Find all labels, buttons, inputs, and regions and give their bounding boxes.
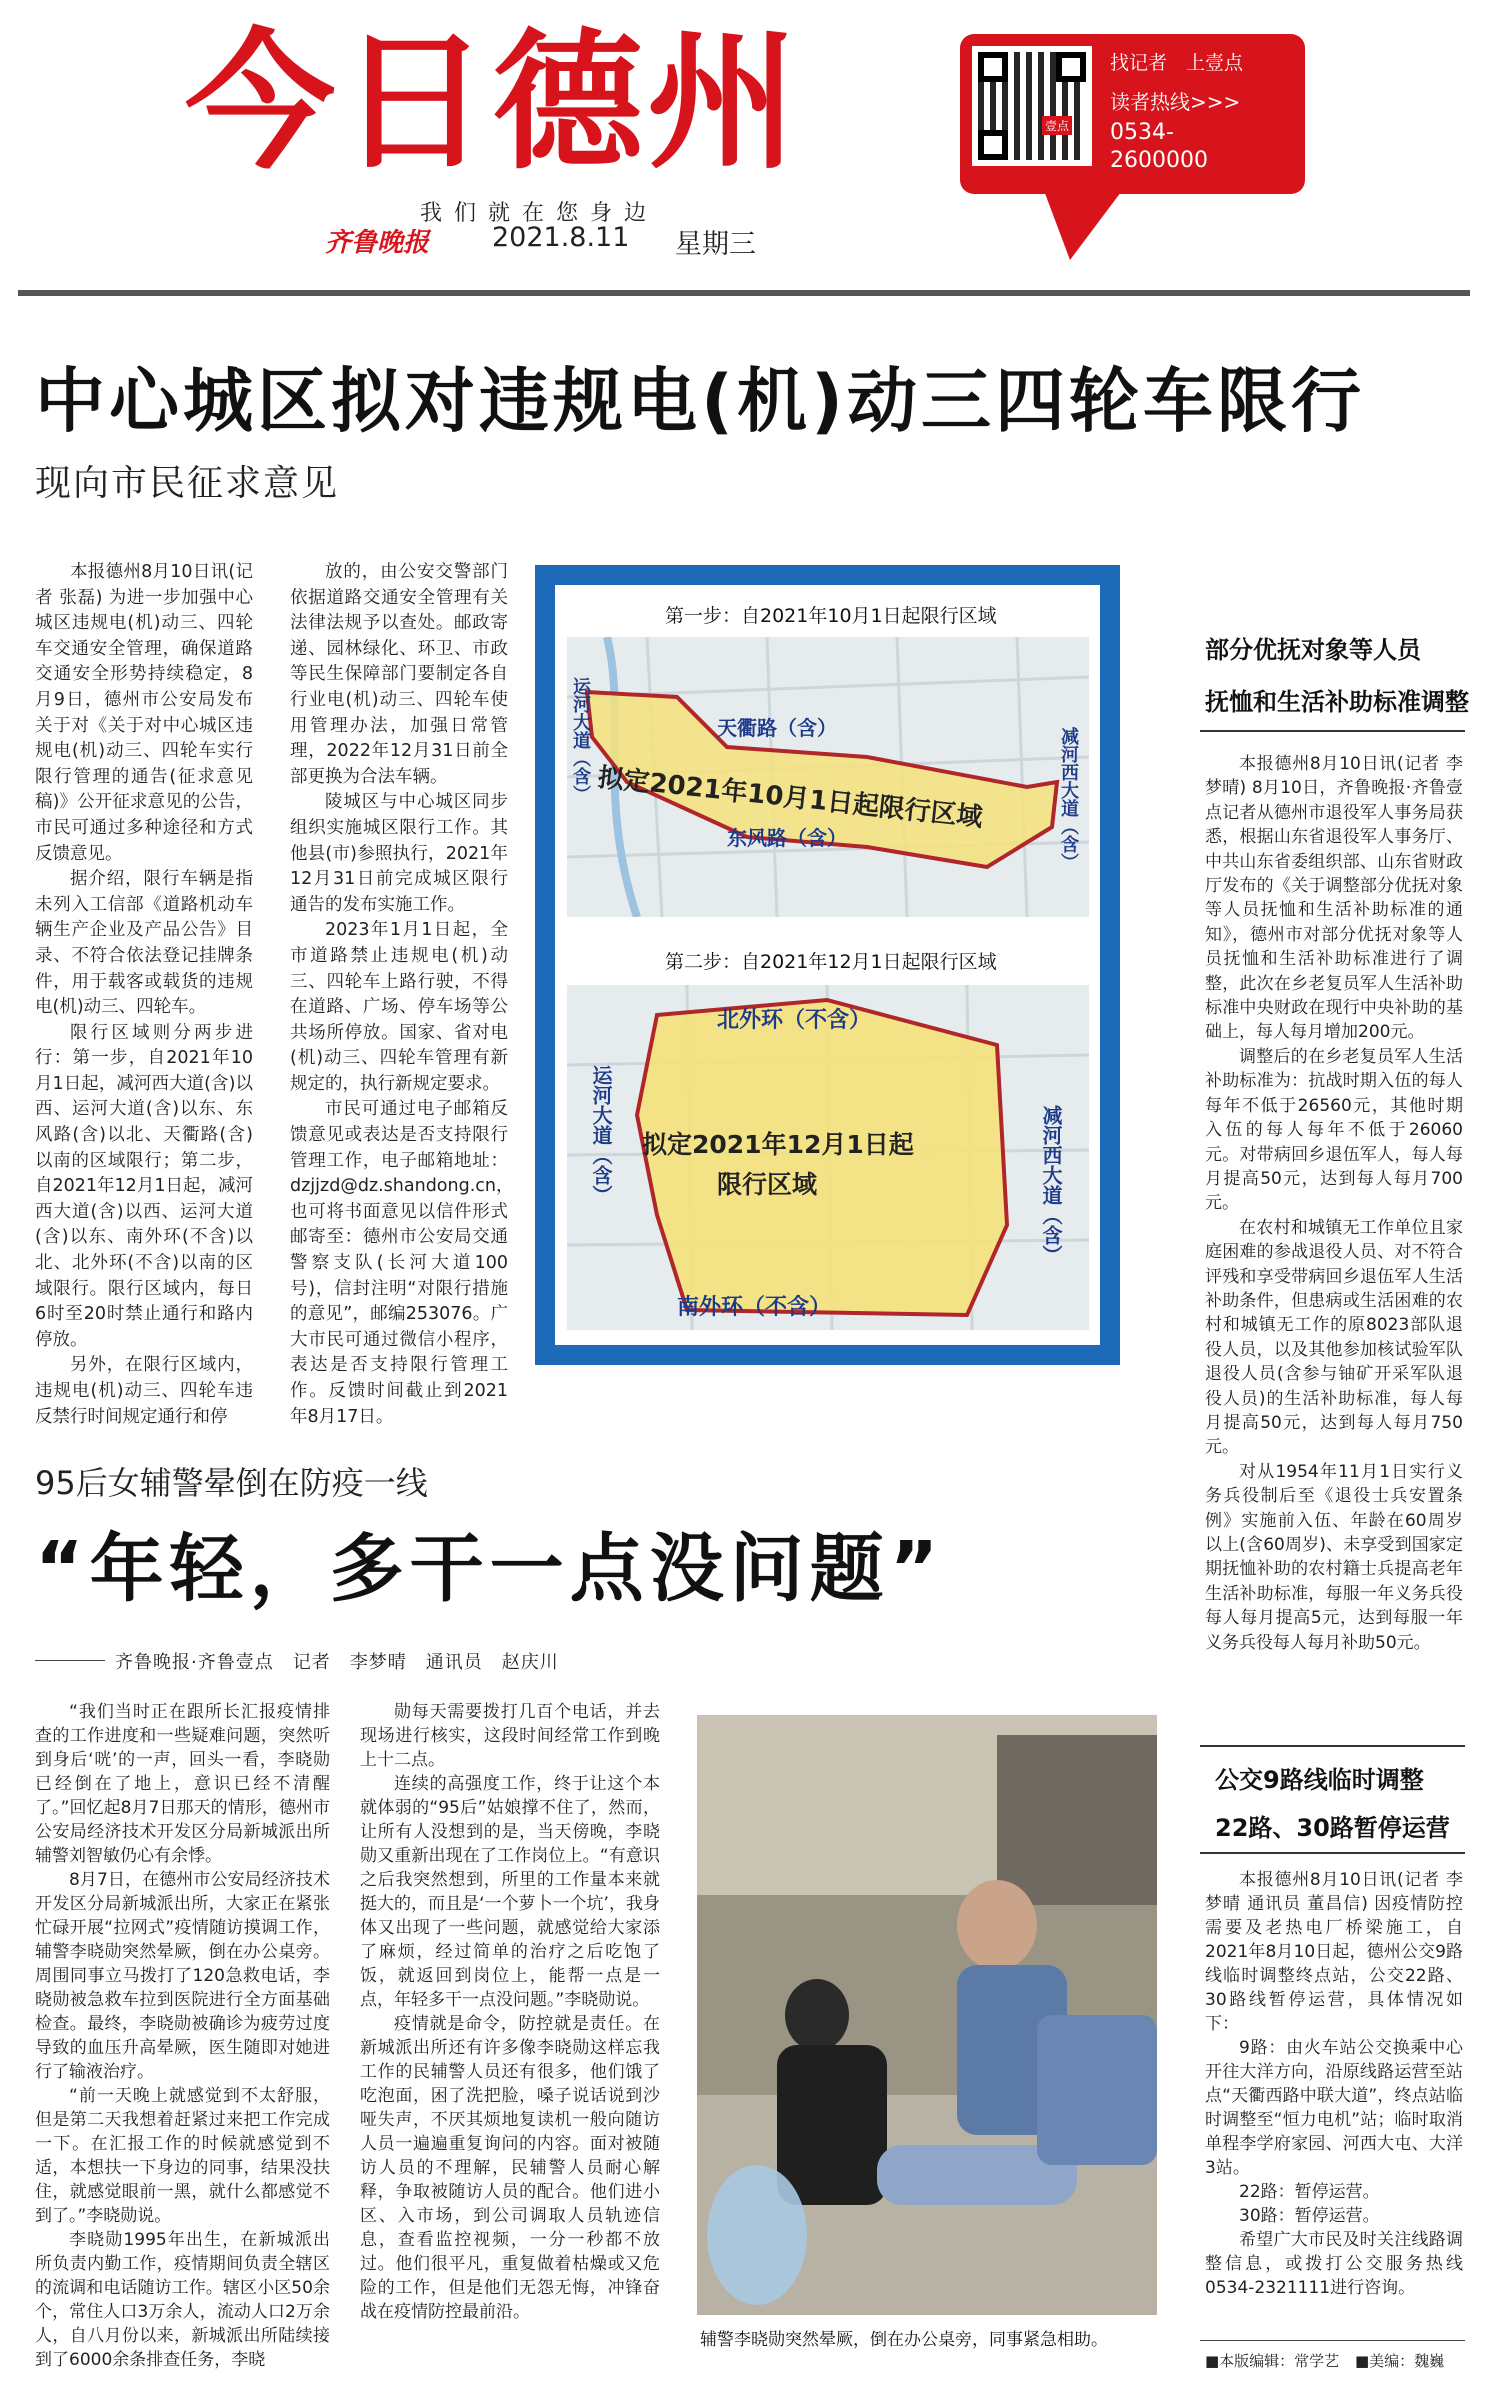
map1-road-jianhe: 减河西大道（含） [1058, 727, 1079, 871]
map2-road-jianhe: 减河西大道（含） [1039, 1105, 1063, 1265]
right2-rule-top [1200, 1745, 1465, 1747]
right1-p2: 调整后的在乡老复员军人生活补助标准为：抗战时期入伍的每人每年不低于26560元，其他时期入伍的每人每年不低于26060元。对带病回乡退伍军人，每人每月提高50元，达到每人每月700元。 [1205, 1046, 1463, 1214]
map2-zone-label-1: 拟定2021年12月1日起 [642, 1130, 914, 1159]
paper-name: 齐鲁晚报 [325, 228, 430, 258]
hotline-top: 找记者 上壹点 [1110, 52, 1244, 74]
right1-p1: 本报德州8月10日讯(记者 李梦晴) 8月10日，齐鲁晚报·齐鲁壹点记者从德州市退役军人事务局获悉，根据山东省退役军人事务厅、中共山东省委组织部、山东省财政厅发布的《关于调整部分优抚对象等人员抚恤和生活补助标准的通知》，德州市对部分优抚对象等人员抚恤和生活补助标准进行了调整，此次在乡老复员军人生活补助标准中央财政在现行中央补助的基础上，每人每月增加200元。 [1205, 754, 1463, 1043]
right2-body [1205, 1868, 1463, 2300]
map2-road-beiwai: 北外环（不含） [717, 1008, 872, 1033]
story1-col1-p2: 据介绍，限行车辆是指未列入工信部《道路机动车辆生产企业及产品公告》目录、不符合依法登记挂牌条件，用于载客或载货的违规电(机)动三、四轮车。 [35, 869, 253, 1018]
lead-subhead: 现向市民征求意见 [35, 463, 340, 504]
reader-hotline-box [960, 34, 1305, 194]
restriction-map-box [535, 565, 1120, 1365]
right1-body [1205, 752, 1463, 1655]
story2-col2-p3: 疫情就是命令，防控就是责任。在新城派出所还有许多像李晓勋这样忘我工作的民辅警人员还有很多，他们饿了吃泡面，困了洗把脸，嗓子说话说到沙哑失声，不厌其烦地复读机一般向随访人员一遍遍重复询问的内容。面对被随访人员的不理解，民辅警人员耐心解释，争取被随访人员的配合。他们进小区、入市场，到公司调取人员轨迹信息，查看监控视频，一分一秒都不放过。他们很平凡，重复做着枯燥或又危险的工作，但是他们无怨无悔，冲锋奋战在疫情防控最前沿。 [360, 2014, 660, 2322]
news-photo [697, 1715, 1157, 2315]
story1-col2-p4: 市民可通过电子邮箱反馈意见或表达是否支持限行管理工作，电子邮箱地址：dzjjzd@dz.shandong.cn，也可将书面意见以信件形式邮寄至：德州市公安局交通警察支队(长河大道100号)，信封注明“对限行措施的意见”，邮编253076。广大市民可通过微信小程序，表达是否支持限行管理工作。反馈时间截止到2021年8月17日。 [290, 1099, 514, 1427]
right2-p1: 本报德州8月10日讯(记者 李梦晴 通讯员 董昌信) 因疫情防控需要及老热电厂桥梁施工，自2021年8月10日起，德州公交9路线临时调整终点站，公交22路、30路线暂停运营，具体情况如下： [1205, 1870, 1463, 2034]
right1-title-1: 部分优抚对象等人员 [1205, 636, 1421, 664]
story2-column-1 [35, 1700, 330, 2372]
right2-p3: 22路：暂停运营。 [1239, 2182, 1380, 2202]
lead-headline: 中心城区拟对违规电(机)动三四轮车限行 [35, 360, 1365, 442]
story2-col2-p2: 连续的高强度工作，终于让这个本就体弱的“95后”姑娘撑不住了，然而，让所有人没想到的是，当天傍晚，李晓勋又重新出现在了工作岗位上。“有意识之后我突然想到，所里的工作量本来就挺大的，而且是‘一个萝卜一个坑’，我身体又出现了一些问题，就感觉给大家添了麻烦，经过简单的治疗之后吃饱了饭，就返回到岗位上，能帮一点是一点，年轻多干一点没问题。”李晓勋说。 [360, 1774, 660, 2010]
newspaper-logo: 今日德州 [185, 16, 802, 190]
map2-zone-label-2: 限行区域 [717, 1170, 818, 1199]
issue-weekday: 星期三 [675, 229, 756, 260]
story1-col2-p1: 放的，由公安交警部门依据道路交通安全管理有关法律法规予以查处。邮政寄递、园林绿化、环卫、市政等民生保障部门要制定各自行业电(机)动三、四轮车使用管理办法，加强日常管理，2022年12月31日前全部更换为合法车辆。 [290, 562, 508, 787]
masthead-rule [18, 290, 1470, 296]
map-step2 [567, 985, 1089, 1330]
masthead [0, 0, 1488, 300]
map-caption-step1: 第一步：自2021年10月1日起限行区域 [665, 605, 997, 627]
right2-rule [1200, 1852, 1465, 1854]
story1-col1-p4: 另外，在限行区域内，违规电(机)动三、四轮车违反禁行时间规定通行和停 [35, 1355, 253, 1427]
right1-p3: 在农村和城镇无工作单位且家庭困难的参战退役人员、对不符合评残和享受带病回乡退伍军人生活补助条件，但患病或生活困难的农村和城镇无工作的原8023部队退役人员，以及其他参加核试验军队退役人员(含参与铀矿开采军队退役人员)的生活补助标准，每人每月提高50元，达到每人每月750元。 [1205, 1217, 1463, 1458]
hotline-number-2: 2600000 [1110, 148, 1208, 173]
right2-p5: 希望广大市民及时关注线路调整信息，或拨打公交服务热线0534-2321111进行咨询。 [1205, 2230, 1463, 2298]
map-caption-step2: 第二步：自2021年12月1日起限行区域 [665, 951, 997, 973]
story1-col2-p2: 陵城区与中心城区同步组织实施城区限行工作。其他县(市)参照执行，2021年12月31日前完成城区限行通告的发布实施工作。 [290, 792, 508, 915]
photo-caption: 辅警李晓勋突然晕厥，倒在办公桌旁，同事紧急相助。 [700, 2330, 1108, 2350]
right2-p4: 30路：暂停运营。 [1239, 2206, 1380, 2226]
story2-column-2 [360, 1700, 660, 2324]
map2-road-yunhe: 运河大道（含） [589, 1065, 613, 1205]
slogan: 我们就在您身边 [420, 201, 659, 226]
story2-col1-p2: 8月7日，在德州市公安局经济技术开发区分局新城派出所，大家正在紧张忙碌开展“拉网式”疫情随访摸调工作，辅警李晓勋突然晕厥，倒在办公桌旁。周围同事立马拨打了120急救电话，李晓勋被急救车拉到医院进行全方面基础检查。最终，李晓勋被确诊为疲劳过度导致的血压升高晕厥，医生随即对她进行了输液治疗。 [35, 1870, 330, 2082]
hotline-number-1: 0534- [1110, 120, 1174, 145]
map2-road-nanwai: 南外环（不含） [677, 1295, 832, 1320]
office-rescue-photo [697, 1715, 1157, 2315]
map1-road-dongfeng: 东风路（含） [727, 826, 847, 850]
story1-col1-p1: 本报德州8月10日讯(记者 张磊) 为进一步加强中心城区违规电(机)动三、四轮车交通安全管理，确保道路交通安全形势持续稳定，8月9日，德州市公安局发布关于对《关于对中心城区违规电(机)动三、四轮车实行限行管理的通告(征求意见稿)》公开征求意见的公告，市民可通过多种途径和方式反馈意见。 [35, 562, 253, 864]
footer-editor: ■本版编辑：常学艺 [1205, 2352, 1340, 2370]
qr-badge: 壹点 [1042, 116, 1072, 135]
right1-rule [1200, 730, 1465, 732]
issue-date: 2021.8.11 [492, 222, 630, 253]
qr-code-icon[interactable] [972, 46, 1092, 166]
right1-title-2: 抚恤和生活补助标准调整 [1205, 688, 1469, 716]
right2-p2: 9路：由火车站公交换乘中心开往大洋方向，沿原线路运营至站点“天衢西路中联大道”，终点站临时调整至“恒力电机”站；临时取消单程李学府家园、河西大屯、大洋3站。 [1205, 2038, 1463, 2178]
story2-col1-p4: 李晓勋1995年出生，在新城派出所负责内勤工作，疫情期间负责全辖区的流调和电话随访工作。辖区小区50余个，常住人口3万余人，流动人口2万余人，自八月份以来，新城派出所陆续接到了6000余条排查任务，李晓 [35, 2230, 330, 2370]
story2-col2-p1: 勋每天需要拨打几百个电话，并去现场进行核实，这段时间经常工作到晚上十二点。 [360, 1702, 660, 1770]
footer-designer: ■美编：魏巍 [1355, 2352, 1445, 2370]
footer-rule [1200, 2340, 1465, 2341]
hotline-label: 读者热线>>> [1110, 90, 1241, 114]
story2-col1-p1: “我们当时正在跟所长汇报疫情排查的工作进度和一些疑难问题，突然听到身后‘咣’的一声，回头一看，李晓勋已经倒在了地上，意识已经不清醒了。”回忆起8月7日那天的情形，德州市公安局经济技术开发区分局新城派出所辅警刘智敏仍心有余悸。 [35, 1702, 330, 1866]
story2-byline-rule-left [35, 1660, 105, 1661]
right1-p4: 对从1954年11月1日实行义务兵役制后至《退役士兵安置条例》实施前入伍、年龄在60周岁以上(含60周岁)、未享受到国家定期抚恤补助的农村籍士兵提高老年生活补助标准，每服一年义务兵役每人每月提高5元，达到每服一年义务兵役每人每月补助50元。 [1205, 1461, 1463, 1653]
story2-byline: 齐鲁晚报·齐鲁壹点 记者 李梦晴 通讯员 赵庆川 [115, 1652, 559, 1673]
story2-headline: “年轻，多干一点没问题” [35, 1526, 945, 1612]
story1-col1-p3: 限行区域则分两步进行：第一步，自2021年10月1日起，减河西大道(含)以西、运河大道(含)以东、东风路(含)以北、天衢路(含)以南的区域限行；第二步，自2021年12月1日起，减河西大道(含)以西、运河大道(含)以东、南外环(不含)以北、北外环(不含)以南的区域限行。限行区域内，每日6时至20时禁止通行和路内停放。 [35, 1022, 253, 1350]
story1-col2-p3: 2023年1月1日起，全市道路禁止违规电(机)动三、四轮车上路行驶，不得在道路、广场、停车场等公共场所停放。国家、省对电(机)动三、四轮车管理有新规定的，执行新规定要求。 [290, 920, 508, 1094]
map1-road-yunhe: 运河大道（含） [570, 677, 591, 803]
right2-title-1: 公交9路线临时调整 [1215, 1766, 1424, 1794]
story1-column-2 [290, 560, 514, 1430]
map-step1 [567, 637, 1089, 917]
map1-road-tianqu: 天衢路（含） [717, 716, 837, 740]
story1-column-1 [35, 560, 253, 1430]
map1-zone-label: 拟定2021年10月1日起限行区域 [596, 762, 984, 834]
story2-col1-p3: “前一天晚上就感觉到不太舒服，但是第二天我想着赶紧过来把工作完成一下。在汇报工作的时候就感觉到不适，本想扶一下身边的同事，结果没扶住，就感觉眼前一黑，就什么都感觉不到了。”李晓勋说。 [35, 2086, 330, 2226]
story2-kicker: 95后女辅警晕倒在防疫一线 [35, 1464, 428, 1502]
right2-title-2: 22路、30路暂停运营 [1215, 1814, 1450, 1842]
